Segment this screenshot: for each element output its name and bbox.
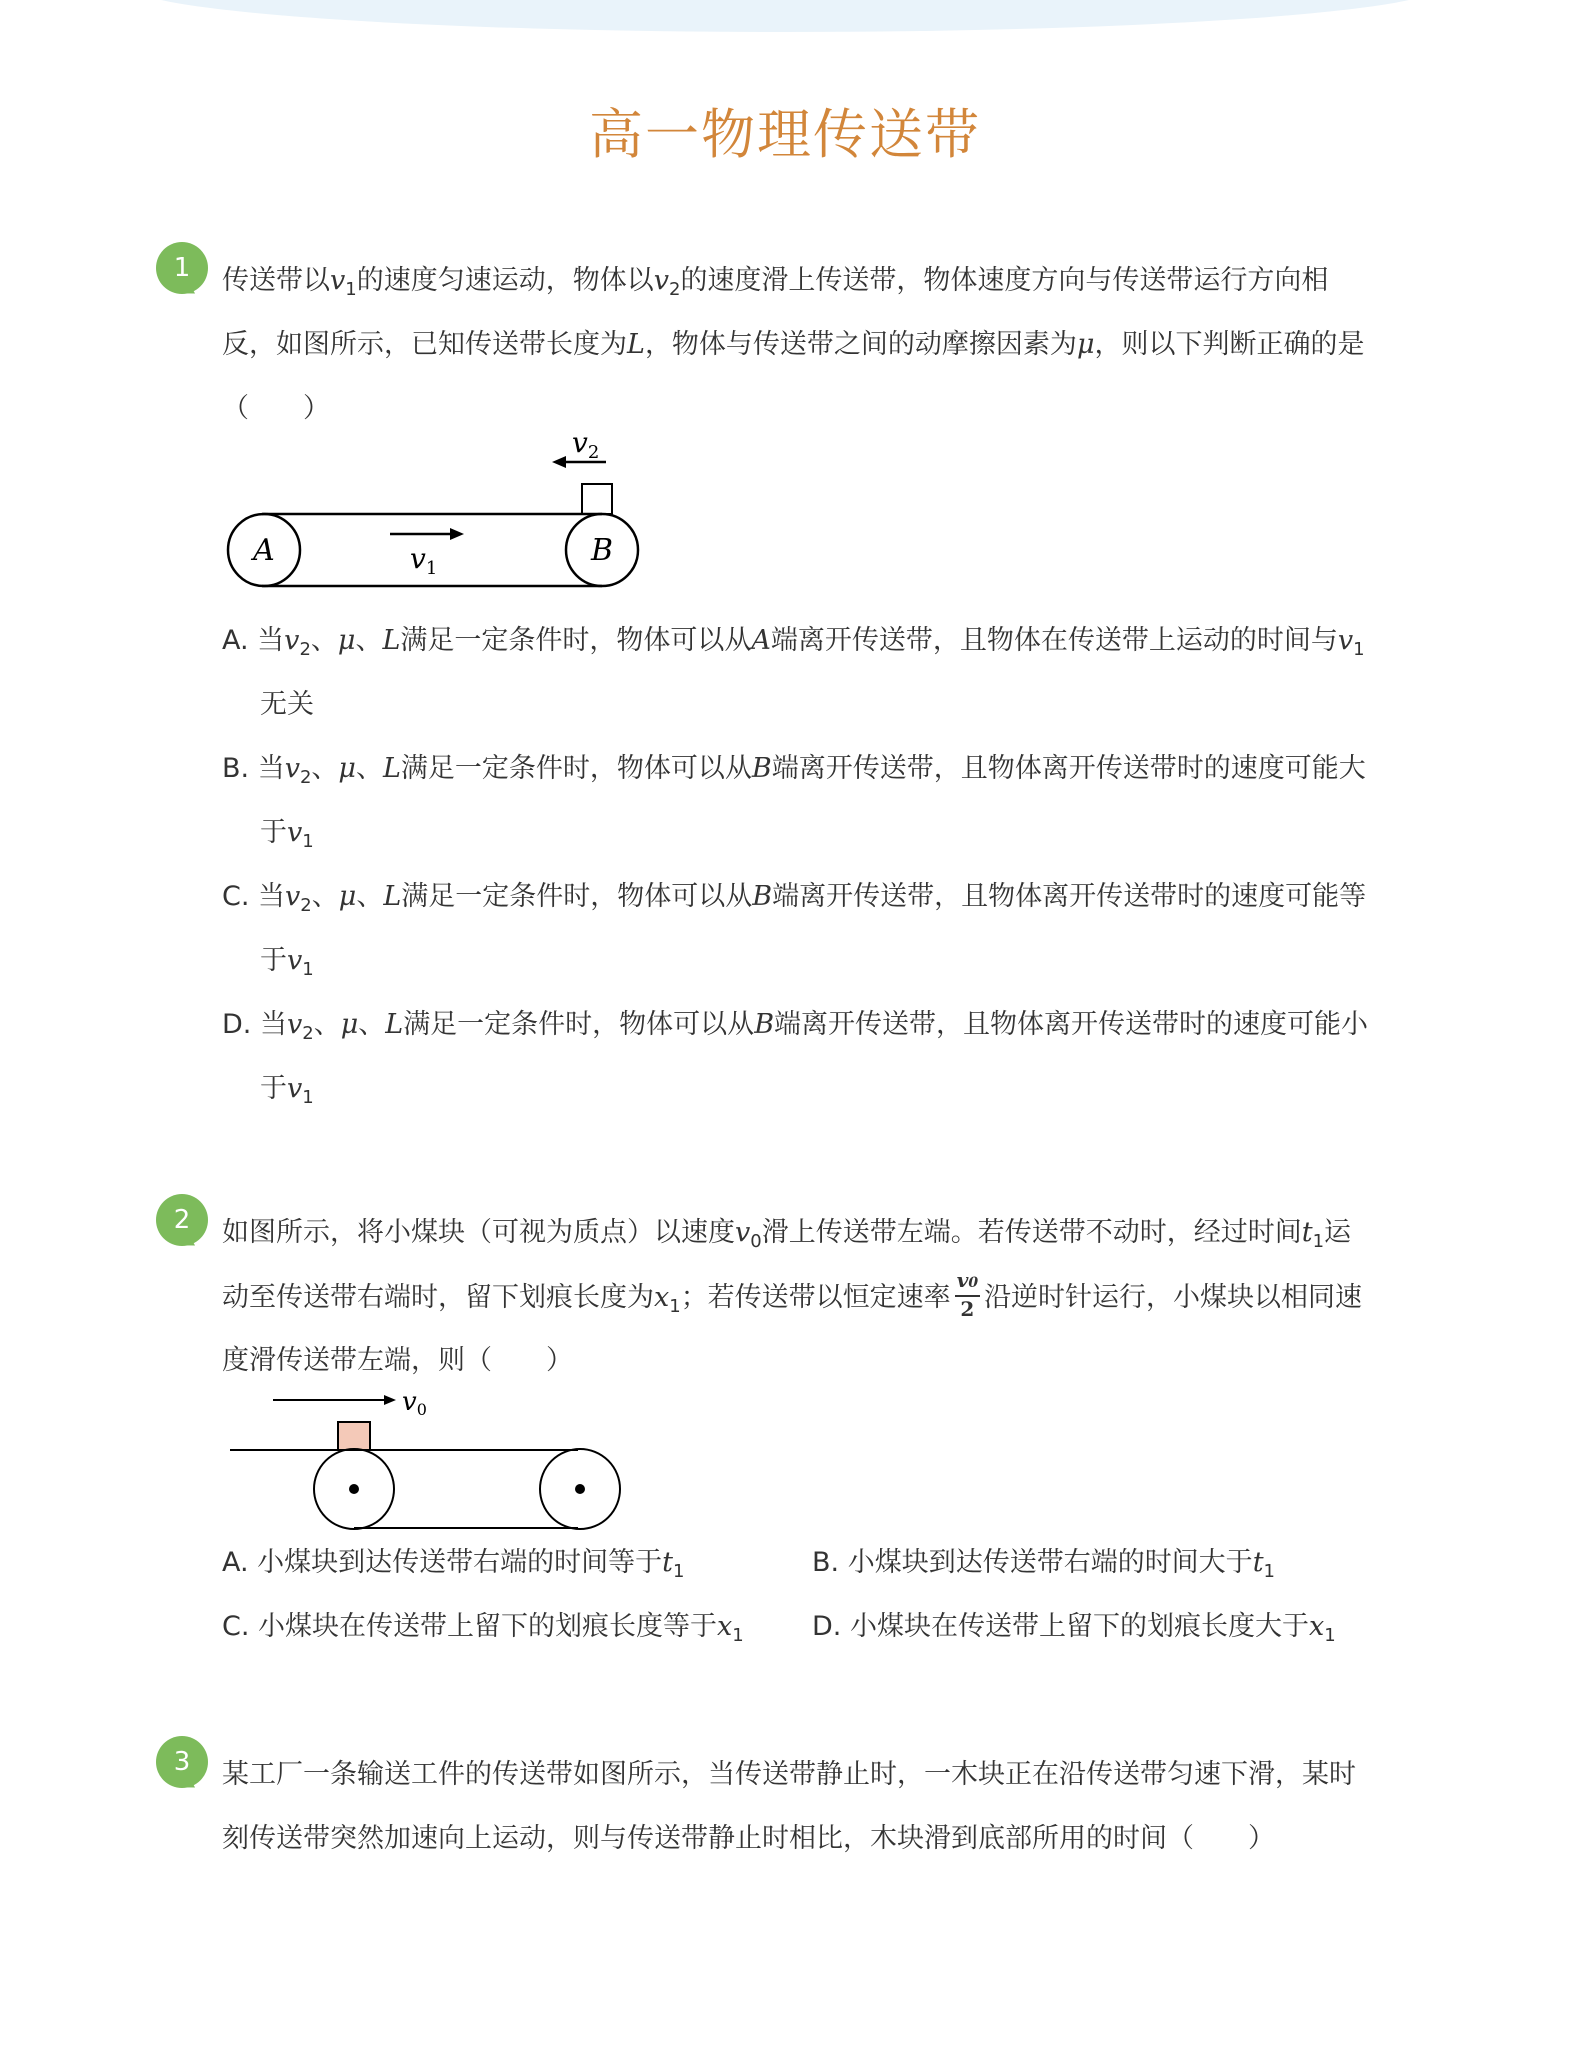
block <box>582 484 612 514</box>
q2-stem-line2: 动至传送带右端时，留下划痕长度为$x_1$；若传送带以恒定速率 $\frac{v0}{2}$ 沿逆时针运行，小煤块以相同速 <box>222 1268 1363 1321</box>
q1-option-c[interactable]: C. 当$v_2$、μ、L满足一定条件时，物体可以从B端离开传送带，且物体离开传送带时的速度可能等 <box>222 881 1367 916</box>
q2-stem-line1: 如图所示，将小煤块（可视为质点）以速度$v_0$滑上传送带左端。若传送带不动时，经过时间$t_1$运 <box>222 1217 1352 1252</box>
v0-label: v0 <box>402 1387 427 1419</box>
q1-option-d-cont: 于$v_1$ <box>260 1073 314 1108</box>
wheel-b-label: B <box>590 533 614 568</box>
q3-stem-line2: 刻传送带突然加速向上运动，则与传送带静止时相比，木块滑到底部所用的时间（ ） <box>222 1823 1275 1854</box>
coal-block <box>338 1422 370 1450</box>
q1-conveyor-figure <box>220 430 650 590</box>
wheel-a-label: A <box>253 533 275 568</box>
q2-option-b[interactable]: B. 小煤块到达传送带右端的时间大于$t_1$ <box>812 1547 1275 1582</box>
q1-option-a-cont: 无关 <box>260 689 314 720</box>
q1-option-a[interactable]: A. 当$v_2$、μ、L满足一定条件时，物体可以从A端离开传送带，且物体在传送带上运动的时间与$v_1$ <box>222 625 1365 660</box>
q1-option-c-cont: 于$v_1$ <box>260 945 314 980</box>
q1-option-b-cont: 于$v_1$ <box>260 817 314 852</box>
q3-stem-line1: 某工厂一条输送工件的传送带如图所示，当传送带静止时，一木块正在沿传送带匀速下滑，某时 <box>222 1759 1356 1790</box>
question-number-badge: 2 <box>156 1194 208 1246</box>
header-band <box>130 0 1440 32</box>
q1-answer-bracket: （ ） <box>222 393 330 424</box>
q1-stem-line2: 反，如图所示，已知传送带长度为L，物体与传送带之间的动摩擦因素为μ，则以下判断正确的是 <box>222 329 1365 360</box>
question-number-badge: 1 <box>156 242 208 294</box>
q2-option-c[interactable]: C. 小煤块在传送带上留下的划痕长度等于$x_1$ <box>222 1611 744 1646</box>
q2-option-d[interactable]: D. 小煤块在传送带上留下的划痕长度大于$x_1$ <box>812 1611 1336 1646</box>
q1-option-d[interactable]: D. 当$v_2$、μ、L满足一定条件时，物体可以从B端离开传送带，且物体离开传送带时的速度可能小 <box>222 1009 1369 1044</box>
q1-option-b[interactable]: B. 当$v_2$、μ、L满足一定条件时，物体可以从B端离开传送带，且物体离开传送带时的速度可能大 <box>222 753 1366 788</box>
q2-stem-line3: 度滑传送带左端，则（ ） <box>222 1345 573 1376</box>
q2-conveyor-figure <box>228 1380 648 1530</box>
question-number-badge: 3 <box>156 1736 208 1788</box>
page-title: 高一物理传送带 <box>589 103 981 166</box>
q2-option-a[interactable]: A. 小煤块到达传送带右端的时间等于$t_1$ <box>222 1547 685 1582</box>
speed-fraction: $\frac{v0}{2}$ <box>956 1268 979 1321</box>
v1-label: $v_1$ <box>410 542 438 579</box>
q1-stem-line1: 传送带以$v_1$的速度匀速运动，物体以$v_2$的速度滑上传送带，物体速度方向与传送带运行方向相 <box>222 265 1329 300</box>
v2-label: $v_2$ <box>572 430 600 463</box>
